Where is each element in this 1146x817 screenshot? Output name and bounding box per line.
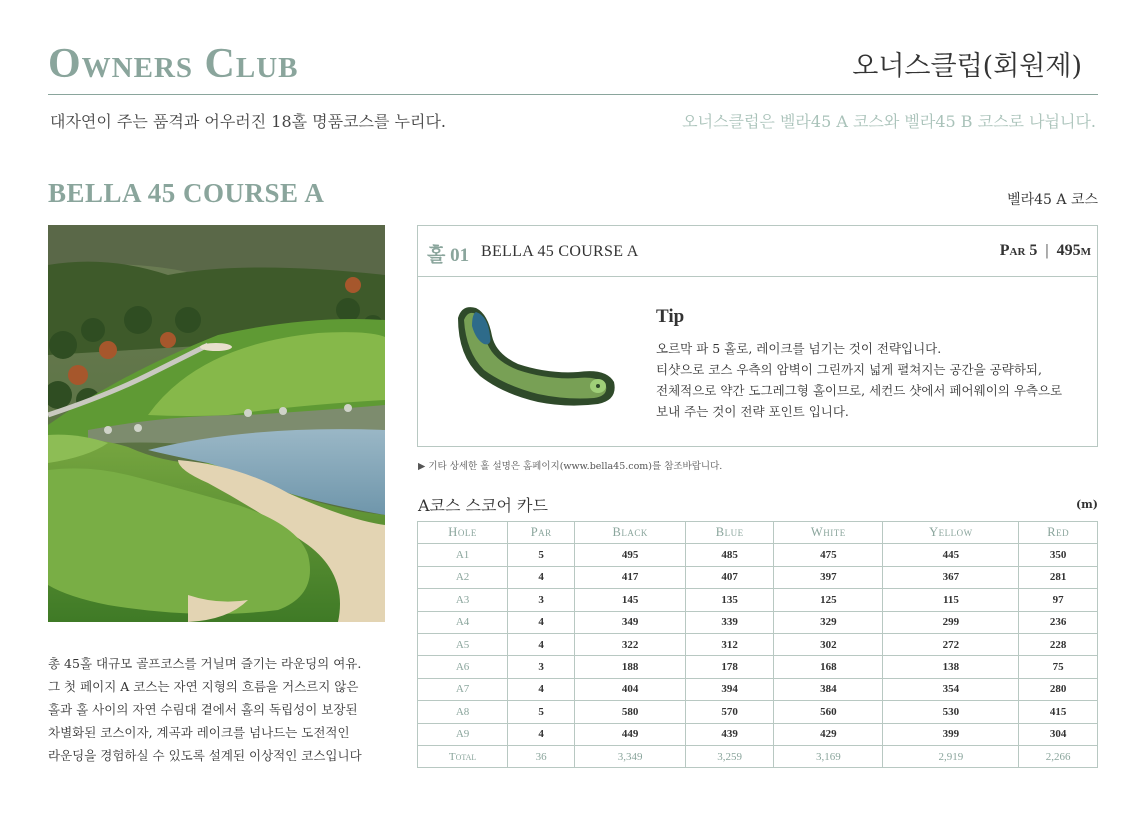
- hole-par: Par 5: [999, 242, 1038, 259]
- hole-layout-map-icon: [448, 296, 628, 416]
- header-hole: Hole: [418, 522, 508, 544]
- cell-red: 415: [1019, 701, 1098, 723]
- cell-hole: A5: [418, 633, 508, 655]
- total-black: 3,349: [575, 745, 686, 767]
- intro-line: 홀과 홀 사이의 자연 수림대 곁에서 홀의 독립성이 보장된: [48, 702, 358, 717]
- tagline: 대자연이 주는 품격과 어우러진 18홀 명품코스를 누리다.: [50, 112, 446, 131]
- total-row: [418, 745, 1098, 767]
- course-introduction: [48, 652, 388, 767]
- cell-hole: A3: [418, 589, 508, 611]
- hole-course-name: BELLA 45 COURSE A: [481, 243, 639, 260]
- cell-blue: 135: [686, 589, 774, 611]
- cell-red: 97: [1019, 589, 1098, 611]
- section-title: BELLA 45 COURSE A: [48, 178, 325, 208]
- tip-text: [656, 338, 1062, 422]
- total-hole: Total: [418, 745, 508, 767]
- cell-black: 349: [575, 611, 686, 633]
- cell-hole: A7: [418, 678, 508, 700]
- cell-hole: A8: [418, 701, 508, 723]
- header-black: Black: [575, 522, 686, 544]
- tip-line: 보내 주는 것이 전략 포인트 입니다.: [656, 404, 849, 419]
- tip-line: 티샷으로 코스 우측의 암벽이 그린까지 넓게 펼쳐지는 공간을 공략하되,: [656, 362, 1042, 377]
- cell-hole: A9: [418, 723, 508, 745]
- total-yellow: 2,919: [883, 745, 1019, 767]
- cell-yellow: 354: [883, 678, 1019, 700]
- cell-black: 404: [575, 678, 686, 700]
- hole-number: 홀 01: [427, 245, 470, 266]
- cell-red: 75: [1019, 656, 1098, 678]
- cell-white: 329: [774, 611, 883, 633]
- table-row: [418, 656, 1098, 678]
- cell-blue: 312: [686, 633, 774, 655]
- cell-yellow: 399: [883, 723, 1019, 745]
- cell-white: 397: [774, 566, 883, 588]
- table-row: [418, 723, 1098, 745]
- hole-header: [418, 226, 1097, 277]
- cell-par: 3: [508, 589, 575, 611]
- course-split-note: 오너스클럽은 벨라45 A 코스와 벨라45 B 코스로 나뉩니다.: [682, 112, 1096, 131]
- cell-blue: 394: [686, 678, 774, 700]
- total-par: 36: [508, 745, 575, 767]
- cell-par: 5: [508, 544, 575, 566]
- cell-white: 125: [774, 589, 883, 611]
- cell-white: 560: [774, 701, 883, 723]
- cell-yellow: 299: [883, 611, 1019, 633]
- cell-red: 281: [1019, 566, 1098, 588]
- cell-blue: 570: [686, 701, 774, 723]
- cell-white: 429: [774, 723, 883, 745]
- scorecard-title: A코스 스코어 카드: [418, 496, 548, 515]
- cell-hole: A4: [418, 611, 508, 633]
- cell-hole: A6: [418, 656, 508, 678]
- cell-par: 3: [508, 656, 575, 678]
- cell-par: 4: [508, 723, 575, 745]
- course-photo-illustration: [48, 225, 385, 622]
- cell-yellow: 367: [883, 566, 1019, 588]
- table-row: [418, 701, 1098, 723]
- scorecard-table: [417, 521, 1098, 768]
- header-red: Red: [1019, 522, 1098, 544]
- cell-black: 188: [575, 656, 686, 678]
- cell-blue: 439: [686, 723, 774, 745]
- cell-black: 145: [575, 589, 686, 611]
- tip-line: 오르막 파 5 홀로, 레이크를 넘기는 것이 전략입니다.: [656, 341, 942, 356]
- cell-red: 304: [1019, 723, 1098, 745]
- table-row: [418, 544, 1098, 566]
- tip-title: Tip: [656, 306, 685, 327]
- total-blue: 3,259: [686, 745, 774, 767]
- table-row: [418, 611, 1098, 633]
- cell-hole: A2: [418, 566, 508, 588]
- cell-red: 236: [1019, 611, 1098, 633]
- cell-blue: 485: [686, 544, 774, 566]
- course-photo: [48, 225, 385, 622]
- cell-red: 350: [1019, 544, 1098, 566]
- cell-par: 4: [508, 566, 575, 588]
- total-white: 3,169: [774, 745, 883, 767]
- hole-separator: |: [1045, 242, 1049, 259]
- cell-black: 322: [575, 633, 686, 655]
- header-divider: [48, 94, 1098, 95]
- intro-line: 그 첫 페이지 A 코스는 자연 지형의 흐름을 거스르지 않은: [48, 679, 359, 694]
- scorecard-unit: (m): [1075, 498, 1098, 511]
- cell-yellow: 445: [883, 544, 1019, 566]
- page-title-korean: 오너스클럽(회원제): [852, 51, 1082, 82]
- hole-info-panel: [417, 225, 1098, 447]
- table-row: [418, 566, 1098, 588]
- intro-line: 차별화된 코스이자, 계곡과 레이크를 넘나드는 도전적인: [48, 725, 350, 740]
- cell-yellow: 115: [883, 589, 1019, 611]
- brand-title: Owners Club: [48, 41, 299, 87]
- cell-white: 302: [774, 633, 883, 655]
- table-row: [418, 678, 1098, 700]
- cell-par: 5: [508, 701, 575, 723]
- intro-line: 총 45홀 대규모 골프코스를 거닐며 즐기는 라운딩의 여유.: [48, 656, 362, 671]
- cell-par: 4: [508, 633, 575, 655]
- cell-blue: 339: [686, 611, 774, 633]
- cell-par: 4: [508, 678, 575, 700]
- cell-blue: 178: [686, 656, 774, 678]
- total-red: 2,266: [1019, 745, 1098, 767]
- cell-black: 449: [575, 723, 686, 745]
- cell-red: 228: [1019, 633, 1098, 655]
- hole-distance: 495m: [1056, 242, 1091, 259]
- scorecard-body: [418, 544, 1098, 768]
- cell-black: 495: [575, 544, 686, 566]
- header-yellow: Yellow: [883, 522, 1019, 544]
- cell-yellow: 138: [883, 656, 1019, 678]
- cell-par: 4: [508, 611, 575, 633]
- header-blue: Blue: [686, 522, 774, 544]
- intro-line: 라운딩을 경험하실 수 있도록 설계된 이상적인 코스입니다: [48, 748, 362, 763]
- cell-yellow: 530: [883, 701, 1019, 723]
- cell-white: 384: [774, 678, 883, 700]
- table-row: [418, 633, 1098, 655]
- cell-white: 168: [774, 656, 883, 678]
- cell-red: 280: [1019, 678, 1098, 700]
- cell-yellow: 272: [883, 633, 1019, 655]
- cell-white: 475: [774, 544, 883, 566]
- header-par: Par: [508, 522, 575, 544]
- scorecard-header-row: [418, 522, 1098, 544]
- website-note: ▶ 기타 상세한 홀 설명은 홈페이지(www.bella45.com)를 참조바랍니다.: [418, 461, 723, 472]
- cell-black: 417: [575, 566, 686, 588]
- header-white: White: [774, 522, 883, 544]
- cell-blue: 407: [686, 566, 774, 588]
- section-title-korean: 벨라45 A 코스: [1007, 192, 1098, 208]
- hole-par-distance: [1000, 242, 1091, 260]
- cell-black: 580: [575, 701, 686, 723]
- tip-line: 전체적으로 약간 도그레그형 홀이므로, 세컨드 샷에서 페어웨이의 우측으로: [656, 383, 1063, 398]
- cell-hole: A1: [418, 544, 508, 566]
- table-row: [418, 589, 1098, 611]
